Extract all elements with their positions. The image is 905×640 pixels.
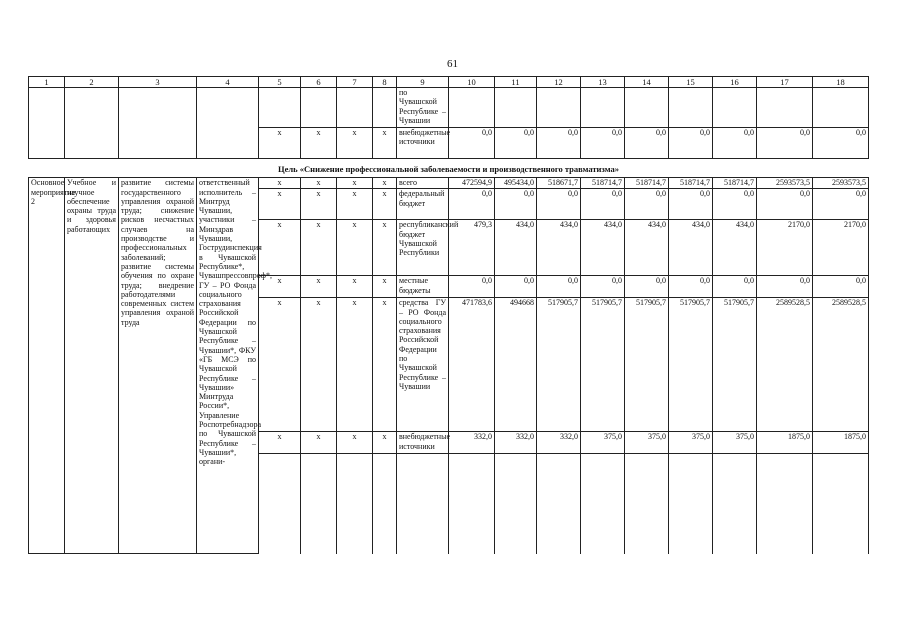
value-cell: 0,0 (537, 128, 581, 159)
value-cell: 1875,0 (813, 432, 869, 454)
value-cell: 517905,7 (625, 298, 669, 432)
x-cell: x (259, 189, 301, 220)
cell (301, 454, 337, 554)
x-cell: x (301, 220, 337, 276)
source-cell: внебюджетные источники (397, 432, 449, 454)
value-cell: 0,0 (625, 189, 669, 220)
cell (813, 88, 869, 128)
x-cell: x (337, 276, 373, 298)
value-cell: 434,0 (495, 220, 537, 276)
x-cell: x (259, 178, 301, 189)
value-cell: 2170,0 (757, 220, 813, 276)
cell (625, 88, 669, 128)
x-cell: x (373, 432, 397, 454)
x-cell: x (373, 220, 397, 276)
value-cell: 2589528,5 (757, 298, 813, 432)
tasks-cell: развитие системы государственного управления охраной труда; снижение рисков несчастных случаев на производстве и профессиональных заболеваний; развитие системы обучения по охране труда; внедрение работодателями современных систем управления охраной труда (119, 178, 197, 554)
value-cell: 0,0 (537, 276, 581, 298)
source-cell: республиканский бюджет Чувашской Республики (397, 220, 449, 276)
value-cell: 375,0 (713, 432, 757, 454)
x-cell: x (301, 432, 337, 454)
measure-name-cell: Основное мероприятие 2 (29, 178, 65, 554)
x-cell: x (337, 432, 373, 454)
value-cell: 0,0 (813, 276, 869, 298)
col-header: 3 (119, 77, 197, 88)
x-cell: x (337, 189, 373, 220)
column-number-row (29, 77, 869, 88)
budget-table (28, 76, 869, 554)
col-header: 9 (397, 77, 449, 88)
value-cell: 375,0 (581, 432, 625, 454)
col-header: 6 (301, 77, 337, 88)
x-cell: x (301, 298, 337, 432)
cell (669, 454, 713, 554)
col-header: 16 (713, 77, 757, 88)
cell (119, 88, 197, 159)
value-cell: 518714,7 (625, 178, 669, 189)
col-header: 13 (581, 77, 625, 88)
cell (449, 88, 495, 128)
value-cell: 434,0 (669, 220, 713, 276)
value-cell: 517905,7 (537, 298, 581, 432)
cell (757, 454, 813, 554)
x-cell: x (301, 276, 337, 298)
value-cell: 0,0 (713, 276, 757, 298)
table-row (29, 88, 869, 128)
col-header: 5 (259, 77, 301, 88)
value-cell: 0,0 (495, 276, 537, 298)
value-cell: 0,0 (813, 189, 869, 220)
executors-cell: ответственный исполнитель – Минтруд Чувашии, участники – Минздрав Чувашии, Гострудинспекция в Чувашской Республике*, Чувашпрессовпроф*, ГУ – РО Фонда социального страхования Российской Федерации по Чувашской Республике – Чувашии*, ФКУ «ГБ МСЭ по Чувашской Республике – Чувашии» Минтруда России*, Управление Роспотребнадзора по Чувашской Республике – Чувашии*, органи- (197, 178, 259, 554)
cell (337, 88, 373, 128)
value-cell: 0,0 (757, 276, 813, 298)
value-cell: 0,0 (757, 128, 813, 159)
value-cell: 434,0 (537, 220, 581, 276)
value-cell: 517905,7 (581, 298, 625, 432)
value-cell: 0,0 (713, 128, 757, 159)
value-cell: 332,0 (495, 432, 537, 454)
value-cell: 0,0 (757, 189, 813, 220)
cell (625, 454, 669, 554)
x-cell: x (337, 220, 373, 276)
value-cell: 518714,7 (669, 178, 713, 189)
col-header: 8 (373, 77, 397, 88)
col-header: 11 (495, 77, 537, 88)
value-cell: 0,0 (537, 189, 581, 220)
col-header: 12 (537, 77, 581, 88)
cell (813, 454, 869, 554)
table-row (29, 178, 869, 189)
x-cell: x (337, 298, 373, 432)
cell (581, 88, 625, 128)
source-cell: внебюджетные источники (397, 128, 449, 159)
cell (669, 88, 713, 128)
cell (713, 454, 757, 554)
cell (581, 454, 625, 554)
value-cell: 517905,7 (713, 298, 757, 432)
cell (495, 88, 537, 128)
value-cell: 494668 (495, 298, 537, 432)
x-cell: x (259, 276, 301, 298)
value-cell: 375,0 (625, 432, 669, 454)
cell (373, 454, 397, 554)
value-cell: 2589528,5 (813, 298, 869, 432)
value-cell: 0,0 (669, 128, 713, 159)
x-cell: x (259, 432, 301, 454)
value-cell: 0,0 (625, 128, 669, 159)
col-header: 14 (625, 77, 669, 88)
value-cell: 518714,7 (713, 178, 757, 189)
col-header: 10 (449, 77, 495, 88)
cell (449, 454, 495, 554)
value-cell: 2170,0 (813, 220, 869, 276)
x-cell: x (337, 128, 373, 159)
x-cell: x (373, 298, 397, 432)
value-cell: 0,0 (713, 189, 757, 220)
value-cell: 0,0 (495, 189, 537, 220)
measure-title-cell: Учебное и научное обеспечение охраны труда и здоровья работающих (65, 178, 119, 554)
goal-row (29, 159, 869, 178)
value-cell: 0,0 (669, 189, 713, 220)
value-cell: 0,0 (449, 276, 495, 298)
cell (29, 88, 65, 159)
cell (197, 88, 259, 159)
cell (259, 454, 301, 554)
cell (259, 88, 301, 128)
x-cell: x (373, 276, 397, 298)
col-header: 1 (29, 77, 65, 88)
col-header: 4 (197, 77, 259, 88)
value-cell: 332,0 (449, 432, 495, 454)
value-cell: 0,0 (581, 128, 625, 159)
value-cell: 518714,7 (581, 178, 625, 189)
cell (65, 88, 119, 159)
col-header: 18 (813, 77, 869, 88)
value-cell: 434,0 (625, 220, 669, 276)
value-cell: 434,0 (581, 220, 625, 276)
value-cell: 0,0 (581, 276, 625, 298)
x-cell: x (373, 128, 397, 159)
x-cell: x (259, 298, 301, 432)
source-cell: местные бюджеты (397, 276, 449, 298)
value-cell: 0,0 (495, 128, 537, 159)
cell (537, 454, 581, 554)
cell (495, 454, 537, 554)
value-cell: 518671,7 (537, 178, 581, 189)
value-cell: 0,0 (625, 276, 669, 298)
value-cell: 472594,9 (449, 178, 495, 189)
x-cell: x (301, 178, 337, 189)
value-cell: 0,0 (449, 128, 495, 159)
value-cell: 471783,6 (449, 298, 495, 432)
page-number: 61 (447, 58, 458, 70)
source-cell: по Чувашской Республике – Чувашии (397, 88, 449, 128)
cell (397, 454, 449, 554)
value-cell: 517905,7 (669, 298, 713, 432)
cell (373, 88, 397, 128)
cell (713, 88, 757, 128)
col-header: 17 (757, 77, 813, 88)
cell (301, 88, 337, 128)
value-cell: 1875,0 (757, 432, 813, 454)
value-cell: 375,0 (669, 432, 713, 454)
x-cell: x (373, 178, 397, 189)
x-cell: x (373, 189, 397, 220)
x-cell: x (301, 189, 337, 220)
x-cell: x (337, 178, 373, 189)
cell (337, 454, 373, 554)
source-cell: федеральный бюджет (397, 189, 449, 220)
col-header: 15 (669, 77, 713, 88)
value-cell: 2593573,5 (813, 178, 869, 189)
col-header: 7 (337, 77, 373, 88)
value-cell: 0,0 (449, 189, 495, 220)
goal-title: Цель «Снижение профессиональной заболеваемости и производственного травматизма» (29, 159, 869, 178)
value-cell: 2593573,5 (757, 178, 813, 189)
value-cell: 0,0 (669, 276, 713, 298)
cell (757, 88, 813, 128)
value-cell: 0,0 (581, 189, 625, 220)
value-cell: 0,0 (813, 128, 869, 159)
value-cell: 495434,0 (495, 178, 537, 189)
x-cell: x (259, 220, 301, 276)
source-cell: средства ГУ – РО Фонда социального страхования Российской Федерации по Чувашской Республике – Чувашии (397, 298, 449, 432)
source-cell: всего (397, 178, 449, 189)
x-cell: x (301, 128, 337, 159)
cell (537, 88, 581, 128)
col-header: 2 (65, 77, 119, 88)
value-cell: 434,0 (713, 220, 757, 276)
x-cell: x (259, 128, 301, 159)
value-cell: 332,0 (537, 432, 581, 454)
value-cell: 479,3 (449, 220, 495, 276)
